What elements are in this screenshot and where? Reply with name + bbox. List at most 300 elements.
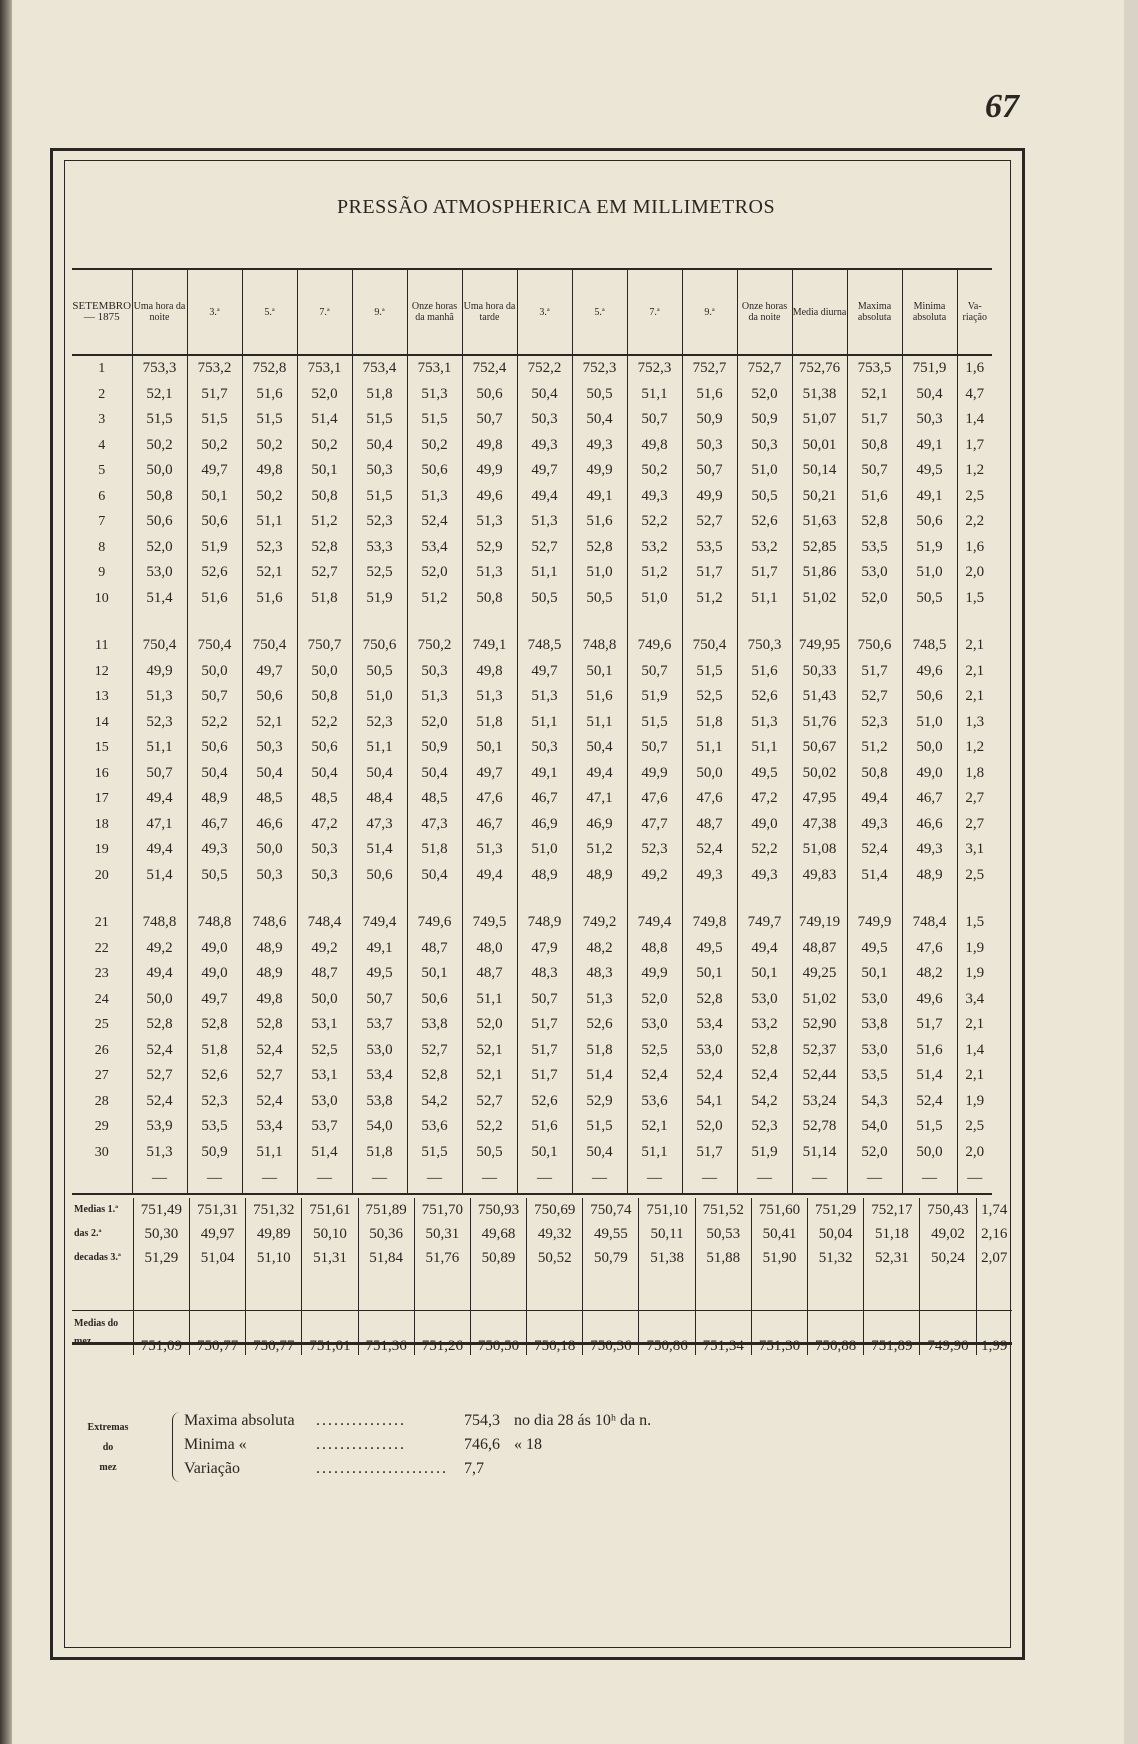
extreme-dots: ...................... (316, 1460, 448, 1477)
value-cell: 50,7 (627, 407, 682, 433)
value-cell: 53,6 (407, 1114, 462, 1140)
day-cell: 17 (94, 791, 109, 806)
value-cell: 52,0 (682, 1114, 737, 1140)
value-cell: 53,7 (352, 1012, 407, 1038)
value-cell: 752,76 (792, 355, 847, 382)
day-cell: 24 (94, 991, 109, 1007)
value-cell: 50,4 (352, 433, 407, 459)
table-row (72, 560, 992, 586)
value-cell: 51,1 (517, 560, 572, 586)
value-cell: 49,3 (847, 812, 902, 838)
header-row (72, 269, 992, 355)
value-cell: 50,3 (517, 407, 572, 433)
value-cell: 48,0 (462, 936, 517, 962)
value-cell: 54,2 (407, 1089, 462, 1115)
value-cell: 51,7 (737, 560, 792, 586)
value-cell: 748,8 (187, 910, 242, 936)
value-cell: 50,9 (407, 735, 462, 761)
month-mean-cell: 750,88 (808, 1311, 864, 1356)
value-cell: 49,5 (737, 761, 792, 787)
value-cell: 50,9 (682, 407, 737, 433)
value-cell: 51,2 (682, 586, 737, 612)
value-cell: 50,0 (902, 1140, 957, 1166)
day-cell: 5 (98, 463, 106, 478)
value-cell: 49,0 (902, 761, 957, 787)
decade-mean-cell: 751,32 (246, 1198, 302, 1222)
dash-cell: — (187, 1165, 242, 1194)
value-cell: 52,4 (132, 1038, 187, 1064)
value-cell: 51,3 (517, 509, 572, 535)
month-mean-cell: 751,34 (695, 1311, 751, 1356)
value-cell: 51,4 (132, 863, 187, 889)
value-cell: 52,0 (847, 586, 902, 612)
value-cell: 51,1 (737, 586, 792, 612)
value-cell: 47,38 (792, 812, 847, 838)
column-header: SETEMBRO — 1875 (72, 269, 132, 355)
value-cell: 49,1 (352, 936, 407, 962)
value-cell: 47,6 (627, 786, 682, 812)
value-cell: 51,6 (187, 586, 242, 612)
value-cell: 50,5 (572, 586, 627, 612)
value-cell: 1,9 (957, 1089, 992, 1115)
value-cell: 53,8 (352, 1089, 407, 1115)
value-cell: 51,5 (407, 1140, 462, 1166)
value-cell: 52,7 (517, 535, 572, 561)
value-cell: 2,7 (957, 786, 992, 812)
value-cell: 48,9 (517, 863, 572, 889)
extremes-label-3: mez (99, 1462, 117, 1473)
value-cell: 54,3 (847, 1089, 902, 1115)
table-row (72, 633, 992, 659)
value-cell: 47,6 (902, 936, 957, 962)
value-cell: 49,8 (462, 659, 517, 685)
value-cell: 748,5 (902, 633, 957, 659)
value-cell: 51,8 (297, 586, 352, 612)
value-cell: 752,7 (737, 355, 792, 382)
decade-mean-cell: 50,52 (527, 1246, 583, 1270)
value-cell: 54,0 (352, 1114, 407, 1140)
value-cell: 1,4 (957, 407, 992, 433)
value-cell: 2,1 (957, 659, 992, 685)
value-cell: 51,5 (627, 710, 682, 736)
extreme-dots: ............... (316, 1412, 406, 1429)
value-cell: 51,1 (572, 710, 627, 736)
value-cell: 50,5 (517, 586, 572, 612)
value-cell: 1,9 (957, 936, 992, 962)
value-cell: 51,1 (132, 735, 187, 761)
value-cell: 47,2 (297, 812, 352, 838)
dash-cell: — (957, 1165, 992, 1194)
value-cell: 48,7 (407, 936, 462, 962)
decade-mean-cell: 2,07 (976, 1246, 1012, 1270)
value-cell: 50,4 (242, 761, 297, 787)
table-row (72, 586, 992, 612)
value-cell: 748,5 (517, 633, 572, 659)
value-cell: 49,2 (297, 936, 352, 962)
value-cell: 49,6 (462, 484, 517, 510)
value-cell: 47,1 (572, 786, 627, 812)
value-cell: 50,2 (627, 458, 682, 484)
value-cell: 50,8 (132, 484, 187, 510)
value-cell: 1,9 (957, 961, 992, 987)
value-cell: 51,6 (847, 484, 902, 510)
value-cell: 46,7 (462, 812, 517, 838)
value-cell: 48,2 (572, 936, 627, 962)
value-cell: 46,6 (242, 812, 297, 838)
decade-mean-cell: 49,97 (189, 1222, 245, 1246)
value-cell: 49,4 (132, 961, 187, 987)
value-cell: 48,3 (572, 961, 627, 987)
month-mean-cell: 1,99 (976, 1311, 1012, 1356)
decade-mean-cell: 50,24 (920, 1246, 976, 1270)
value-cell: 49,1 (517, 761, 572, 787)
value-cell: 50,4 (297, 761, 352, 787)
column-header: Maxima absoluta (847, 269, 902, 355)
value-cell: 52,1 (462, 1038, 517, 1064)
value-cell: 1,2 (957, 458, 992, 484)
value-cell: 51,5 (242, 407, 297, 433)
value-cell: 51,8 (572, 1038, 627, 1064)
decade-spacer (72, 611, 992, 633)
value-cell: 51,63 (792, 509, 847, 535)
column-header: Uma hora da tarde (462, 269, 517, 355)
value-cell: 53,0 (627, 1012, 682, 1038)
value-cell: 748,8 (572, 633, 627, 659)
dash-cell: — (132, 1165, 187, 1194)
value-cell: 52,4 (242, 1089, 297, 1115)
value-cell: 50,0 (682, 761, 737, 787)
value-cell: 51,6 (242, 586, 297, 612)
value-cell: 52,8 (572, 535, 627, 561)
value-cell: 51,6 (737, 659, 792, 685)
value-cell: 1,7 (957, 433, 992, 459)
value-cell: 50,6 (132, 509, 187, 535)
decade-mean-cell: 51,90 (751, 1246, 807, 1270)
extreme-row (184, 1460, 514, 1478)
value-cell: 51,3 (407, 382, 462, 408)
decade-mean-cell: 51,76 (414, 1246, 470, 1270)
decade-mean-cell: 51,04 (189, 1246, 245, 1270)
decade-mean-cell: 751,89 (358, 1198, 414, 1222)
value-cell: 47,95 (792, 786, 847, 812)
value-cell: 53,9 (132, 1114, 187, 1140)
value-cell: 51,9 (902, 535, 957, 561)
value-cell: 50,3 (407, 659, 462, 685)
value-cell: 49,3 (737, 863, 792, 889)
table-row (72, 786, 992, 812)
value-cell: 50,4 (352, 761, 407, 787)
value-cell: 52,3 (187, 1089, 242, 1115)
value-cell: 51,2 (847, 735, 902, 761)
value-cell: 51,86 (792, 560, 847, 586)
value-cell: 51,0 (902, 710, 957, 736)
value-cell: 50,14 (792, 458, 847, 484)
value-cell: 50,3 (737, 433, 792, 459)
table-row (72, 1140, 992, 1166)
value-cell: 48,8 (627, 936, 682, 962)
value-cell: 2,1 (957, 684, 992, 710)
value-cell: 50,5 (572, 382, 627, 408)
column-header: Onze horas da noite (737, 269, 792, 355)
value-cell: 2,0 (957, 560, 992, 586)
decade-mean-row (72, 1246, 1012, 1270)
value-cell: 753,3 (132, 355, 187, 382)
value-cell: 53,2 (737, 535, 792, 561)
dash-cell: — (297, 1165, 352, 1194)
value-cell: 49,9 (682, 484, 737, 510)
value-cell: 52,6 (517, 1089, 572, 1115)
value-cell: 48,3 (517, 961, 572, 987)
value-cell: 2,5 (957, 863, 992, 889)
value-cell: 52,5 (352, 560, 407, 586)
value-cell: 51,43 (792, 684, 847, 710)
day-cell: 21 (94, 915, 109, 930)
value-cell: 51,4 (132, 586, 187, 612)
value-cell: 51,3 (517, 684, 572, 710)
value-cell: 51,3 (462, 837, 517, 863)
value-cell: 52,8 (407, 1063, 462, 1089)
value-cell: 50,6 (462, 382, 517, 408)
day-cell: 22 (94, 940, 109, 956)
value-cell: 52,7 (132, 1063, 187, 1089)
day-cell: 25 (94, 1017, 109, 1032)
value-cell: 50,5 (187, 863, 242, 889)
value-cell: 51,7 (517, 1012, 572, 1038)
summary-spacer (72, 1270, 1012, 1311)
value-cell: 52,0 (297, 382, 352, 408)
value-cell: 47,3 (407, 812, 462, 838)
dash-cell: — (462, 1165, 517, 1194)
value-cell: 49,4 (462, 863, 517, 889)
value-cell: 52,5 (297, 1038, 352, 1064)
value-cell: 49,3 (517, 433, 572, 459)
table-row (72, 1089, 992, 1115)
value-cell: 53,7 (297, 1114, 352, 1140)
value-cell: 52,2 (187, 710, 242, 736)
value-cell: 50,7 (352, 987, 407, 1013)
value-cell: 50,1 (297, 458, 352, 484)
month-mean-cell: 750,77 (246, 1311, 302, 1356)
value-cell: 51,5 (407, 407, 462, 433)
value-cell: 54,1 (682, 1089, 737, 1115)
dash-cell: — (572, 1165, 627, 1194)
value-cell: 2,1 (957, 1063, 992, 1089)
value-cell: 52,4 (132, 1089, 187, 1115)
month-mean-cell: 749,90 (920, 1311, 976, 1356)
dash-cell (72, 1165, 132, 1194)
column-header: 3.ª (517, 269, 572, 355)
value-cell: 50,5 (352, 659, 407, 685)
day-cell: 23 (94, 966, 109, 981)
extremes-label (80, 1418, 136, 1478)
value-cell: 53,2 (627, 535, 682, 561)
value-cell: 52,78 (792, 1114, 847, 1140)
value-cell: 50,3 (242, 735, 297, 761)
decade-mean-cell: 51,10 (246, 1246, 302, 1270)
value-cell: 52,8 (847, 509, 902, 535)
decade-mean-cell: 51,31 (302, 1246, 358, 1270)
value-cell: 50,7 (462, 407, 517, 433)
month-mean-cell: 751,30 (751, 1311, 807, 1356)
decade-mean-cell: 50,31 (414, 1222, 470, 1246)
page-number: 67 (985, 88, 1019, 125)
value-cell: 48,9 (902, 863, 957, 889)
value-cell: 49,4 (517, 484, 572, 510)
value-cell: 51,1 (627, 1140, 682, 1166)
value-cell: 753,5 (847, 355, 902, 382)
value-cell: 53,0 (737, 987, 792, 1013)
value-cell: 51,0 (572, 560, 627, 586)
value-cell: 49,2 (627, 863, 682, 889)
value-cell: 53,0 (847, 560, 902, 586)
value-cell: 49,9 (627, 761, 682, 787)
value-cell: 750,4 (242, 633, 297, 659)
value-cell: 52,2 (737, 837, 792, 863)
value-cell: 50,7 (132, 761, 187, 787)
value-cell: 752,3 (627, 355, 682, 382)
value-cell: 51,9 (737, 1140, 792, 1166)
value-cell: 2,5 (957, 484, 992, 510)
value-cell: 53,24 (792, 1089, 847, 1115)
decade-mean-cell: 51,29 (133, 1246, 189, 1270)
value-cell: 50,7 (627, 735, 682, 761)
value-cell: 52,6 (187, 560, 242, 586)
month-mean-cell: 751,09 (133, 1311, 189, 1356)
table-row (72, 458, 992, 484)
value-cell: 753,2 (187, 355, 242, 382)
table-row (72, 837, 992, 863)
table-row (72, 407, 992, 433)
value-cell: 50,4 (517, 382, 572, 408)
value-cell: 50,0 (242, 837, 297, 863)
decade-mean-cell: 50,30 (133, 1222, 189, 1246)
day-cell: 27 (94, 1068, 109, 1083)
value-cell: 1,6 (957, 535, 992, 561)
value-cell: 52,0 (462, 1012, 517, 1038)
day-cell: 15 (94, 740, 109, 755)
value-cell: 749,1 (462, 633, 517, 659)
value-cell: 50,2 (242, 433, 297, 459)
decade-mean-cell: 49,89 (246, 1222, 302, 1246)
value-cell: 50,1 (407, 961, 462, 987)
value-cell: 50,21 (792, 484, 847, 510)
dash-cell: — (682, 1165, 737, 1194)
value-cell: 53,5 (187, 1114, 242, 1140)
value-cell: 49,4 (572, 761, 627, 787)
value-cell: 51,3 (132, 1140, 187, 1166)
value-cell: 50,6 (902, 509, 957, 535)
extreme-dots: ............... (316, 1436, 406, 1453)
value-cell: 749,4 (627, 910, 682, 936)
value-cell: 54,0 (847, 1114, 902, 1140)
value-cell: 751,9 (902, 355, 957, 382)
value-cell: 51,8 (187, 1038, 242, 1064)
value-cell: 2,0 (957, 1140, 992, 1166)
value-cell: 53,3 (352, 535, 407, 561)
value-cell: 51,7 (847, 407, 902, 433)
table-row (72, 910, 992, 936)
value-cell: 50,0 (187, 659, 242, 685)
value-cell: 49,1 (902, 433, 957, 459)
value-cell: 51,02 (792, 586, 847, 612)
value-cell: 51,4 (352, 837, 407, 863)
value-cell: 52,1 (132, 382, 187, 408)
value-cell: 50,0 (297, 987, 352, 1013)
value-cell: 49,4 (847, 786, 902, 812)
value-cell: 51,8 (407, 837, 462, 863)
value-cell: 50,0 (132, 987, 187, 1013)
month-mean-cell: 750,86 (639, 1311, 695, 1356)
extreme-row (184, 1412, 651, 1430)
value-cell: 50,3 (517, 735, 572, 761)
value-cell: 48,9 (242, 961, 297, 987)
decade-mean-cell: 51,18 (864, 1222, 920, 1246)
extreme-key: Variação (184, 1460, 240, 1477)
extreme-key: Maxima absoluta (184, 1412, 295, 1429)
value-cell: 48,7 (682, 812, 737, 838)
value-cell: 51,4 (297, 407, 352, 433)
summary-bottom-rule (72, 1342, 1012, 1345)
value-cell: 52,4 (847, 837, 902, 863)
value-cell: 49,1 (572, 484, 627, 510)
column-header: Onze horas da manhã (407, 269, 462, 355)
column-header: Uma hora da noite (132, 269, 187, 355)
value-cell: 50,1 (682, 961, 737, 987)
value-cell: 52,44 (792, 1063, 847, 1089)
decade-mean-cell: 750,93 (470, 1198, 526, 1222)
table-row (72, 684, 992, 710)
value-cell: 750,6 (847, 633, 902, 659)
value-cell: 51,7 (517, 1038, 572, 1064)
value-cell: 750,6 (352, 633, 407, 659)
value-cell: 48,4 (352, 786, 407, 812)
value-cell: 53,0 (297, 1089, 352, 1115)
value-cell: 49,0 (187, 961, 242, 987)
dash-cell: — (352, 1165, 407, 1194)
value-cell: 49,7 (517, 659, 572, 685)
column-header: 9.ª (352, 269, 407, 355)
value-cell: 51,4 (847, 863, 902, 889)
value-cell: 48,5 (242, 786, 297, 812)
value-cell: 52,9 (462, 535, 517, 561)
value-cell: 49,5 (902, 458, 957, 484)
value-cell: 51,0 (352, 684, 407, 710)
value-cell: 50,4 (407, 761, 462, 787)
value-cell: 53,5 (682, 535, 737, 561)
value-cell: 50,7 (682, 458, 737, 484)
value-cell: 50,0 (297, 659, 352, 685)
decade-mean-cell: 51,32 (808, 1246, 864, 1270)
value-cell: 53,1 (297, 1012, 352, 1038)
value-cell: 50,0 (902, 735, 957, 761)
table-row (72, 863, 992, 889)
value-cell: 52,8 (187, 1012, 242, 1038)
value-cell: 50,3 (352, 458, 407, 484)
value-cell: 51,1 (242, 509, 297, 535)
value-cell: 753,4 (352, 355, 407, 382)
value-cell: 53,5 (847, 1063, 902, 1089)
value-cell: 752,3 (572, 355, 627, 382)
value-cell: 50,4 (902, 382, 957, 408)
value-cell: 51,5 (572, 1114, 627, 1140)
value-cell: 48,87 (792, 936, 847, 962)
value-cell: 752,4 (462, 355, 517, 382)
value-cell: 53,6 (627, 1089, 682, 1115)
extremes-label-1: Extremas (87, 1422, 129, 1433)
value-cell: 47,1 (132, 812, 187, 838)
value-cell: 750,3 (737, 633, 792, 659)
value-cell: 52,0 (407, 710, 462, 736)
